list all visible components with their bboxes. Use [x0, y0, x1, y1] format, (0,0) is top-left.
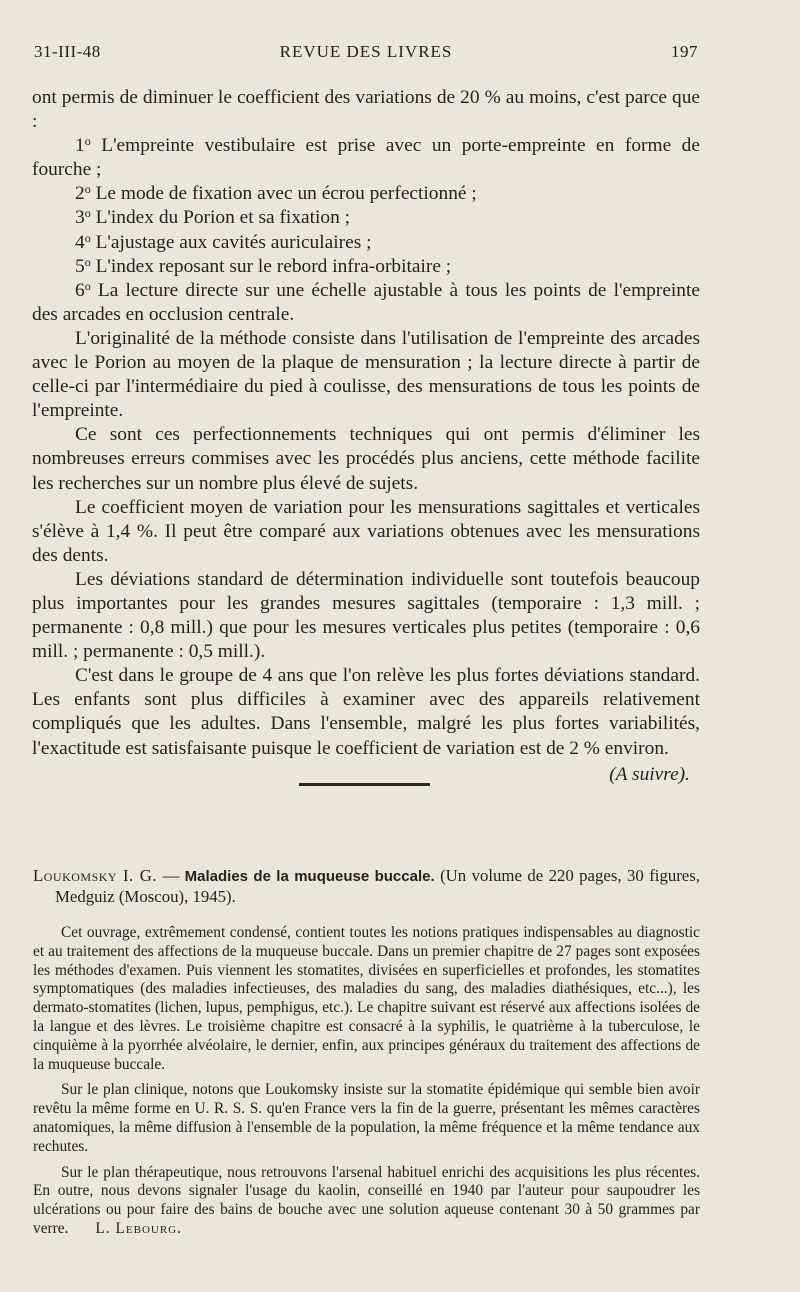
- list-ordinal: o: [84, 206, 91, 221]
- list-number: 1: [75, 135, 85, 157]
- list-text: L'empreinte vestibulaire est prise avec un porte-empreinte en forme de fourche ;: [32, 135, 700, 181]
- list-number: 5: [75, 255, 85, 277]
- review-volume-info: (Un volume de 220 pages, 30 figures, Medguiz (Moscou), 1945).: [55, 866, 700, 906]
- review-citation: [33, 866, 700, 907]
- list-ordinal: o: [84, 134, 91, 149]
- list-text: Le mode de fixation avec un écrou perfectionné ;: [95, 183, 477, 205]
- journal-title: REVUE DES LIVRES: [279, 42, 453, 61]
- citation-dash: —: [162, 866, 180, 885]
- intro-paragraph: ont permis de diminuer le coefficient des variations de 20 % au moins, c'est parce que :: [32, 87, 700, 133]
- list-number: 2: [75, 183, 85, 205]
- list-item: [32, 231, 700, 255]
- list-text: La lecture directe sur une échelle ajustable à tous les points de l'empreinte des arcades en occlusion centrale.: [32, 279, 700, 325]
- list-ordinal: o: [84, 278, 91, 293]
- list-number: 6: [75, 279, 85, 301]
- body-paragraph: Ce sont ces perfectionnements techniques qui ont permis d'éliminer les nombreuses erreurs commises avec les procédés plus anciens, cette méthode facilite les recherches sur un nombre plus élevé de sujets.: [32, 424, 700, 494]
- review-paragraph-text: Sur le plan thérapeutique, nous retrouvons l'arsenal habituel enrichi des acquisitions les plus récentes. En outre, nous devons signaler l'usage du kaolin, conseillé en 1940 par l'auteur pour saupoudrer les ulcérations ou pour faire des bains de bouche avec une solution aqueuse contenant 30 à 50 grammes par verre.: [33, 1163, 700, 1237]
- book-review: [33, 866, 700, 1246]
- list-item: [32, 255, 700, 279]
- to-be-continued: (A suivre).: [609, 763, 690, 785]
- list-item: [32, 134, 700, 182]
- list-text: L'ajustage aux cavités auriculaires ;: [95, 231, 372, 253]
- body-paragraph: L'originalité de la méthode consiste dans l'utilisation de l'empreinte des arcades avec le Porion au moyen de la plaque de mensuration ; la lecture directe à partir de celle-ci par l'intermédiaire du pied à coulisse, des mensurations de tous les points de l'empreinte.: [32, 327, 700, 422]
- body-paragraph: Le coefficient moyen de variation pour les mensurations sagittales et verticales s'élève à 1,4 %. Il peut être comparé aux variations obtenues avec les mensurations des dents.: [32, 496, 700, 566]
- article-continuation: [32, 86, 700, 787]
- review-paragraph: Cet ouvrage, extrêmement condensé, contient toutes les notions pratiques indispensables au diagnostic et au traitement des affections de la muqueuse buccale. Dans un premier chapitre de 27 pages sont exposées les méthodes d'examen. Puis viennent les stomatites, divisées en superficielles et profondes, les stomatites symptomatiques (des maladies infectieuses, des maladies du sang, des maladies diathésiques, etc...), les dermato-stomatites (lichen, lupus, pemphigus, etc.). Le chapitre suivant est réservé aux affections isolées de la langue et des lèvres. Le troisième chapitre est consacré à la syphilis, le quatrième à la tuberculose, le cinquième à la pyorrhée alvéolaire, le dernier, enfin, aux principes généraux du traitement des affections de la muqueuse buccale.: [33, 924, 700, 1073]
- list-number: 4: [75, 231, 85, 253]
- list-text: L'index du Porion et sa fixation ;: [95, 207, 351, 229]
- list-item: [32, 279, 700, 327]
- review-book-title: Maladies de la muqueuse buccale.: [184, 868, 435, 885]
- body-paragraph: C'est dans le groupe de 4 ans que l'on relève les plus fortes déviations standard. Les enfants sont plus difficiles à examiner avec des appareils relativement compliqués que les adultes. Dans l'ensemble, malgré les plus fortes variabilités, l'exactitude est satisfaisante puisque le coefficient de variation est de 2 % environ.: [32, 665, 700, 759]
- list-item: [32, 182, 700, 206]
- list-ordinal: o: [84, 230, 91, 245]
- list-item: [32, 206, 700, 230]
- body-paragraph: Les déviations standard de détermination individuelle sont toutefois beaucoup plus importantes pour les grandes mesures sagittales (temporaire : 1,3 mill. ; permanente : 0,8 mill.) que pour les mesures verticales plus petites (temporaire : 0,6 mill. ; permanente : 0,5 mill.).: [32, 568, 700, 663]
- section-divider: [299, 783, 430, 786]
- running-head: [34, 42, 698, 68]
- review-paragraph: Sur le plan clinique, notons que Loukomsky insiste sur la stomatite épidémique qui semble bien avoir revêtu la même forme en U. R. S. S. qu'en France vers la fin de la guerre, présentant les mêmes caractères anatomiques, la même diffusion à l'ensemble de la population, la même fréquence et la même tendance aux rechutes.: [33, 1081, 700, 1155]
- header-date: 31-III-48: [34, 42, 101, 61]
- list-ordinal: o: [84, 254, 91, 269]
- list-text: L'index reposant sur le rebord infra-orbitaire ;: [95, 255, 452, 277]
- review-signature: L. Lebourg.: [95, 1219, 182, 1237]
- list-ordinal: o: [84, 182, 91, 197]
- page-number: 197: [671, 42, 698, 61]
- review-paragraph: [33, 1164, 700, 1239]
- list-number: 3: [75, 207, 85, 229]
- review-author: Loukomsky I. G.: [33, 866, 158, 885]
- review-body: [33, 924, 700, 1239]
